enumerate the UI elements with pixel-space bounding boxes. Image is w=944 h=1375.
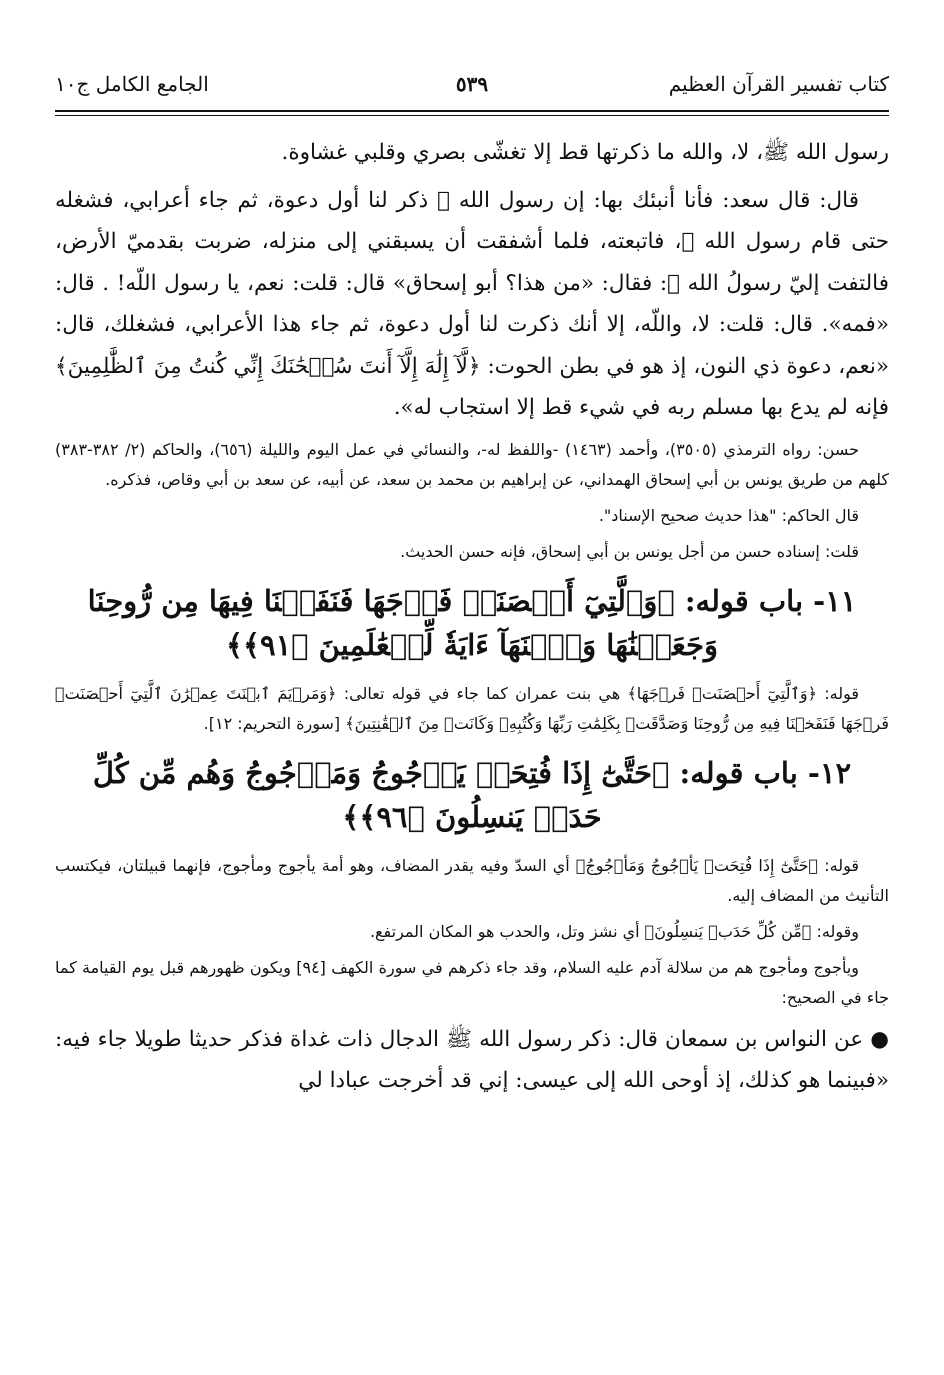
commentary-12b: وقوله: ﴿مِّن كُلِّ حَدَبٖ يَنسِلُونَ﴾ أي نشز وتل، والحدب هو المكان المرتفع. <box>369 921 859 941</box>
page-number: ٥٣٩ <box>455 72 489 96</box>
hakim-note: قال الحاكم: "هذا حديث صحيح الإسناد". <box>598 505 859 525</box>
nawwas-hadith: ● عن النواس بن سمعان قال: ذكر رسول الله ﷺ الدجال ذات غداة فذكر حديثا طويلا جاء فيه: «فبينما هو كذلك، إذ أوحى الله إلى عيسى: إني قد أخرجت عبادا لي <box>55 1026 889 1093</box>
chapter-heading-11: ١١- باب قوله: ﴿وَٱلَّتِيٓ أَحۡصَنَتۡ فَرۡجَهَا فَنَفَخۡنَا فِيهَا مِن رُّوحِنَا وَجَعَلۡنَٰهَا وَٱبۡنَهَآ ءَايَةٗ لِّلۡعَٰلَمِينَ ﴿٩١﴾﴾ <box>87 583 857 662</box>
running-header <box>55 70 889 104</box>
isnad-note: قلت: إسناده حسن من أجل يونس بن أبي إسحاق، فإنه حسن الحديث. <box>400 541 859 561</box>
hadith-continuation: رسول الله ﷺ، لا، والله ما ذكرتها قط إلا تغشّى بصري وقلبي غشاوة. <box>281 140 889 165</box>
header-rule-thin <box>55 115 889 116</box>
page-body <box>55 132 889 1102</box>
hadith-text: قال: قال سعد: فأنا أنبئك بها: إن رسول الله ﷺ ذكر لنا أول دعوة، ثم جاء أعرابي، فشغله حتى قام رسول الله ﷺ، فاتبعته، فلما أشفقت أن يسبقني إلى منزله، ضربت بقدميّ الأرض، فالتفت إليّ رسولُ الله ﷺ: فقال: «من هذا؟ أبو إسحاق» قال: قلت: نعم، يا رسول اللّه! . قال: «فمه». قال: قلت: لا، واللّه، إلا أنك ذكرت لنا أول دعوة، ثم جاء هذا الأعرابي، فشغلك، قال: «نعم، دعوة ذي النون، إذ هو في بطن الحوت: ﴿لَّآ إِلَٰهَ إِلَّآ أَنتَ سُبۡحَٰنَكَ إِنِّي كُنتُ مِنَ ٱلظَّٰلِمِينَ﴾ فإنه لم يدع بها مسلم ربه في شيء قط إلا استجاب له». <box>55 187 889 420</box>
commentary-12a: قوله: ﴿حَتَّىٰٓ إِذَا فُتِحَتۡ يَأۡجُوجُ وَمَأۡجُوجُ﴾ أي السدّ وفيه يقدر المضاف، وهو أمة يأجوج ومأجوج، فإنهما قبيلتان، فيكتسب التأنيث من المضاف إليه. <box>55 855 889 905</box>
book-page <box>55 0 889 1375</box>
header-rule-thick <box>55 110 889 112</box>
book-title: كتاب تفسير القرآن العظيم <box>668 72 889 96</box>
chapter-heading-12: ١٢- باب قوله: ﴿حَتَّىٰٓ إِذَا فُتِحَتۡ يَأۡجُوجُ وَمَأۡجُوجُ وَهُم مِّن كُلِّ حَدَبٖ يَنسِلُونَ ﴿٩٦﴾﴾ <box>92 755 852 834</box>
volume-label: الجامع الكامل ج١٠ <box>55 72 209 96</box>
commentary-12c: ويأجوج ومأجوج هم من سلالة آدم عليه السلام، وقد جاء ذكرهم في سورة الكهف [٩٤] ويكون ظهورهم قبل يوم القيامة كما جاء في الصحيح: <box>55 957 889 1007</box>
takhrij-note: حسن: رواه الترمذي (٣٥٠٥)، وأحمد (١٤٦٣) -واللفظ له-، والنسائي في عمل اليوم والليلة (٦٥٦)، والحاكم (٢/ ٣٨٢-٣٨٣) كلهم من طريق يونس بن أبي إسحاق الهمداني، عن إبراهيم بن محمد بن سعد، عن أبيه، عن سعد بن أبي وقاص، فذكره. <box>55 439 889 489</box>
commentary-11: قوله: ﴿وَٱلَّتِيٓ أَحۡصَنَتۡ فَرۡجَهَا﴾ هي بنت عمران كما جاء في قوله تعالى: ﴿وَمَرۡيَمَ ٱبۡنَتَ عِمۡرَٰنَ ٱلَّتِيٓ أَحۡصَنَتۡ فَرۡجَهَا فَنَفَخۡنَا فِيهِ مِن رُّوحِنَا وَصَدَّقَتۡ بِكَلِمَٰتِ رَبِّهَا وَكُتُبِهِۦ وَكَانَتۡ مِنَ ٱلۡقَٰنِتِينَ﴾ [سورة التحريم: ١٢]. <box>55 683 889 733</box>
